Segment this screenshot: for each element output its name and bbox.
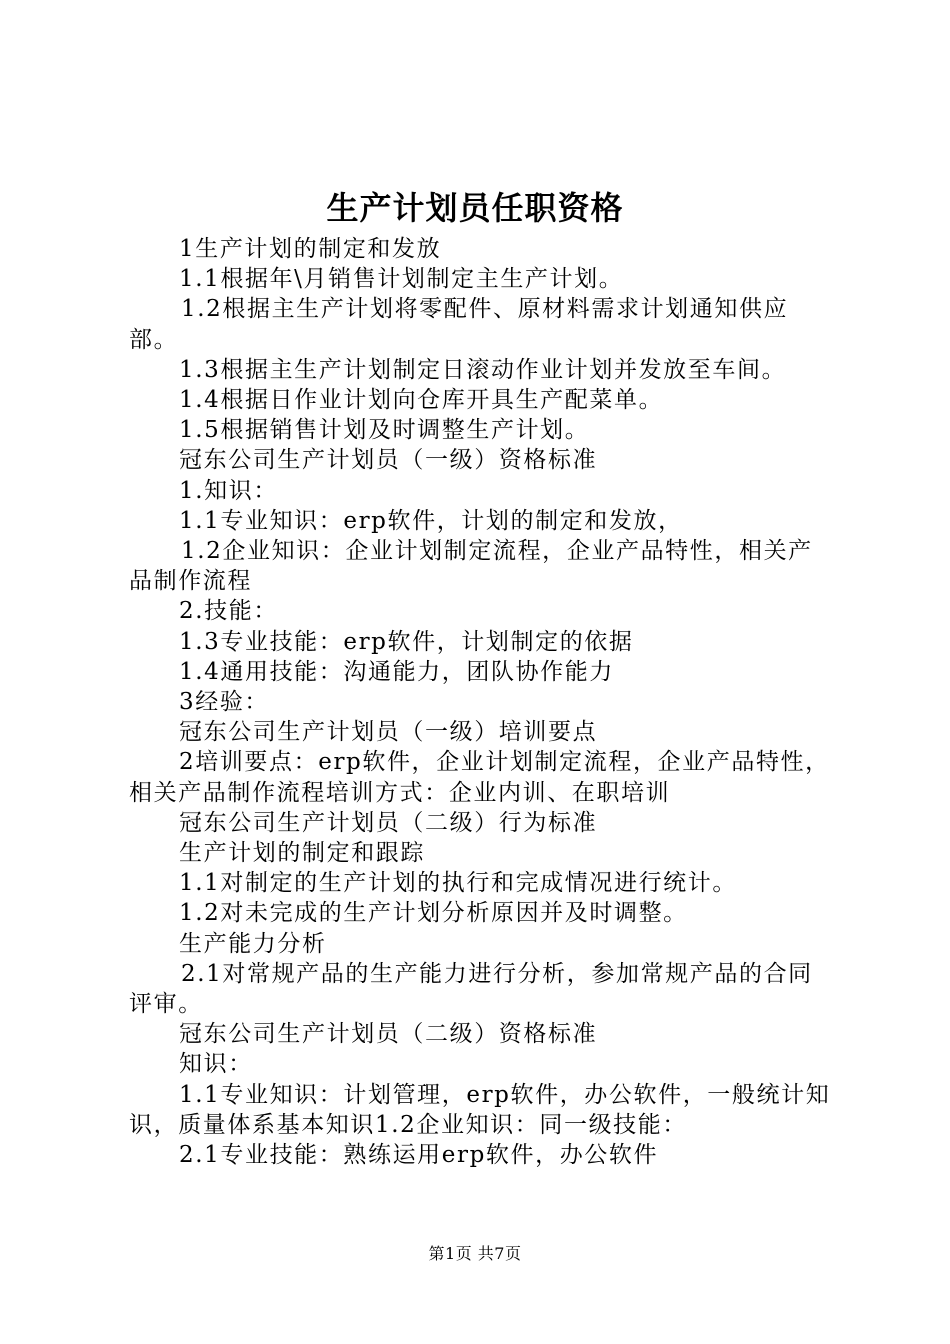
- paragraph: 冠东公司生产计划员（二级）行为标准: [179, 809, 598, 836]
- document-body: [129, 234, 834, 1170]
- paragraph: 1.5根据销售计划及时调整生产计划。: [179, 417, 590, 444]
- paragraph: 生产计划的制定和跟踪: [179, 840, 425, 867]
- paragraph: 2培训要点：erp软件，企业计划制定流程，企业产品特性，相关产品制作流程培训方式：企业内训、在职培训: [129, 749, 830, 806]
- paragraph: 1.3根据主生产计划制定日滚动作业计划并发放至车间。: [179, 356, 787, 383]
- paragraph: 1.1对制定的生产计划的执行和完成情况进行统计。: [179, 870, 737, 897]
- paragraph: 3经验：: [179, 689, 270, 716]
- paragraph: 冠东公司生产计划员（一级）资格标准: [179, 447, 598, 474]
- paragraph: 1.2根据主生产计划将零配件、原材料需求计划通知供应部。: [129, 296, 789, 353]
- paragraph: 2.1专业技能：熟练运用erp软件，办公软件: [179, 1142, 659, 1169]
- paragraph: 生产能力分析: [179, 930, 327, 957]
- paragraph: 1.知识：: [179, 477, 278, 504]
- paragraph: 1生产计划的制定和发放: [179, 236, 442, 262]
- paragraph: 2.技能：: [179, 598, 278, 625]
- paragraph: 冠东公司生产计划员（二级）资格标准: [179, 1021, 598, 1048]
- paragraph: 1.4通用技能：沟通能力，团队协作能力: [179, 658, 614, 685]
- paragraph: 1.3专业技能：erp软件，计划制定的依据: [179, 628, 634, 655]
- paragraph: 1.2企业知识：企业计划制定流程，企业产品特性，相关产品制作流程: [129, 538, 813, 595]
- paragraph: 知识：: [179, 1051, 253, 1078]
- paragraph: 1.1专业知识：erp软件，计划的制定和发放，: [179, 507, 683, 534]
- paragraph: 冠东公司生产计划员（一级）培训要点: [179, 719, 598, 746]
- paragraph: 1.2对未完成的生产计划分析原因并及时调整。: [179, 900, 688, 927]
- document-title: 生产计划员任职资格: [326, 189, 624, 227]
- paragraph: 2.1对常规产品的生产能力进行分析，参加常规产品的合同评审。: [129, 960, 813, 1018]
- paragraph: 1.4根据日作业计划向仓库开具生产配菜单。: [179, 387, 664, 414]
- paragraph: 1.1专业知识：计划管理，erp软件，办公软件，一般统计知识，质量体系基本知识1.2企业知识：同一级技能：: [129, 1081, 831, 1138]
- page-footer: 第1页 共7页: [428, 1244, 522, 1263]
- paragraph: 1.1根据年\月销售计划制定主生产计划。: [179, 266, 624, 293]
